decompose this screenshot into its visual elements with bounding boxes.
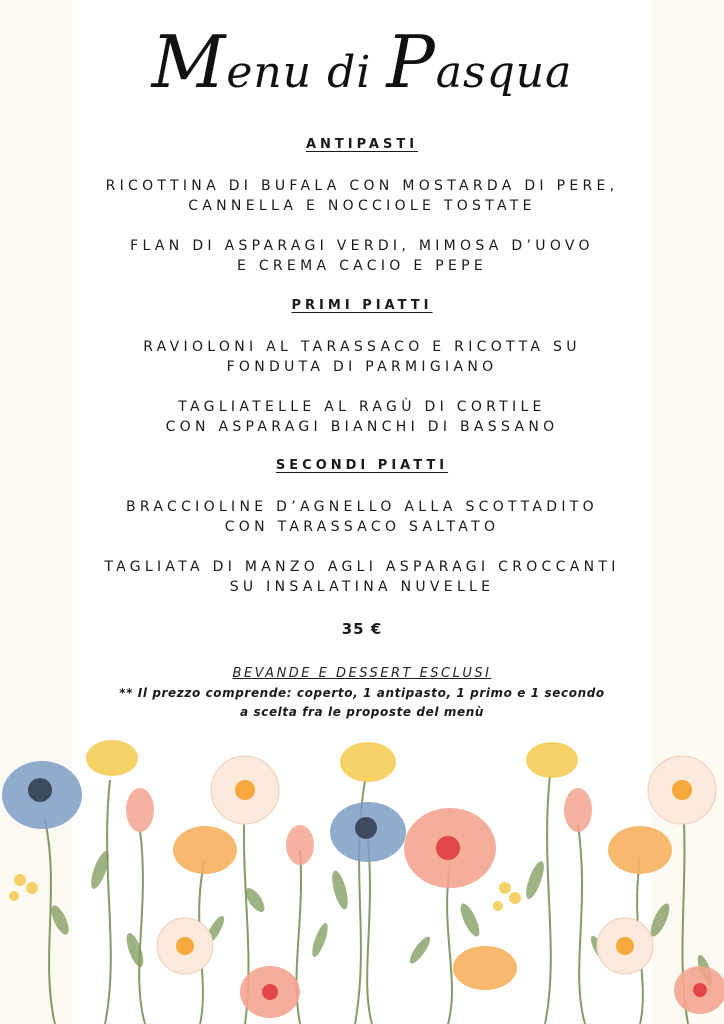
peach-flower-icon xyxy=(126,788,724,1018)
dish-tagliatelle xyxy=(0,397,724,437)
section-heading-antipasti: ANTIPASTI xyxy=(305,137,419,152)
dish-line: TAGLIATELLE AL RAGÙ DI CORTILE xyxy=(178,399,546,415)
dish-line: RAVIOLONI AL TARASSACO E RICOTTA SU xyxy=(143,339,581,355)
dish-braccioline xyxy=(0,497,724,537)
dish-line: SU INSALATINA NUVELLE xyxy=(229,579,495,595)
dish-flan xyxy=(0,236,724,276)
title-part-2: asqua xyxy=(435,47,573,98)
dish-line: CON ASPARAGI BIANCHI DI BASSANO xyxy=(165,419,559,435)
menu-price: 35 € xyxy=(341,620,383,638)
dish-line: CANNELLA E NOCCIOLE TOSTATE xyxy=(188,198,536,214)
title-initial-p: P xyxy=(386,20,436,104)
section-heading-primi: PRIMI PIATTI xyxy=(291,298,433,313)
title-initial-m: M xyxy=(151,20,227,104)
menu-title xyxy=(0,20,724,104)
price-note-line: ** Il prezzo comprende: coperto, 1 antipasto, 1 primo e 1 secondo xyxy=(119,686,605,700)
dish-line: FLAN DI ASPARAGI VERDI, MIMOSA D’UOVO xyxy=(130,238,594,254)
dish-line: RICOTTINA DI BUFALA CON MOSTARDA DI PERE, xyxy=(105,178,619,194)
dish-line: BRACCIOLINE D’AGNELLO ALLA SCOTTADITO xyxy=(126,499,598,515)
dish-tagliata xyxy=(0,557,724,597)
dish-line: CON TARASSACO SALTATO xyxy=(224,519,500,535)
dish-line: FONDUTA DI PARMIGIANO xyxy=(226,359,498,375)
drinks-note: BEVANDE E DESSERT ESCLUSI xyxy=(232,666,492,681)
dish-line: TAGLIATA DI MANZO AGLI ASPARAGI CROCCANTI xyxy=(104,559,620,575)
floral-illustration xyxy=(0,720,724,1024)
dish-line: E CREMA CACIO E PEPE xyxy=(236,258,488,274)
price-note xyxy=(0,684,724,722)
price-note-line: a scelta fra le proposte del menù xyxy=(240,705,484,719)
dish-ricottina xyxy=(0,176,724,216)
section-heading-secondi: SECONDI PIATTI xyxy=(275,458,449,473)
title-part-1: enu di xyxy=(226,47,387,98)
dish-ravioloni xyxy=(0,337,724,377)
